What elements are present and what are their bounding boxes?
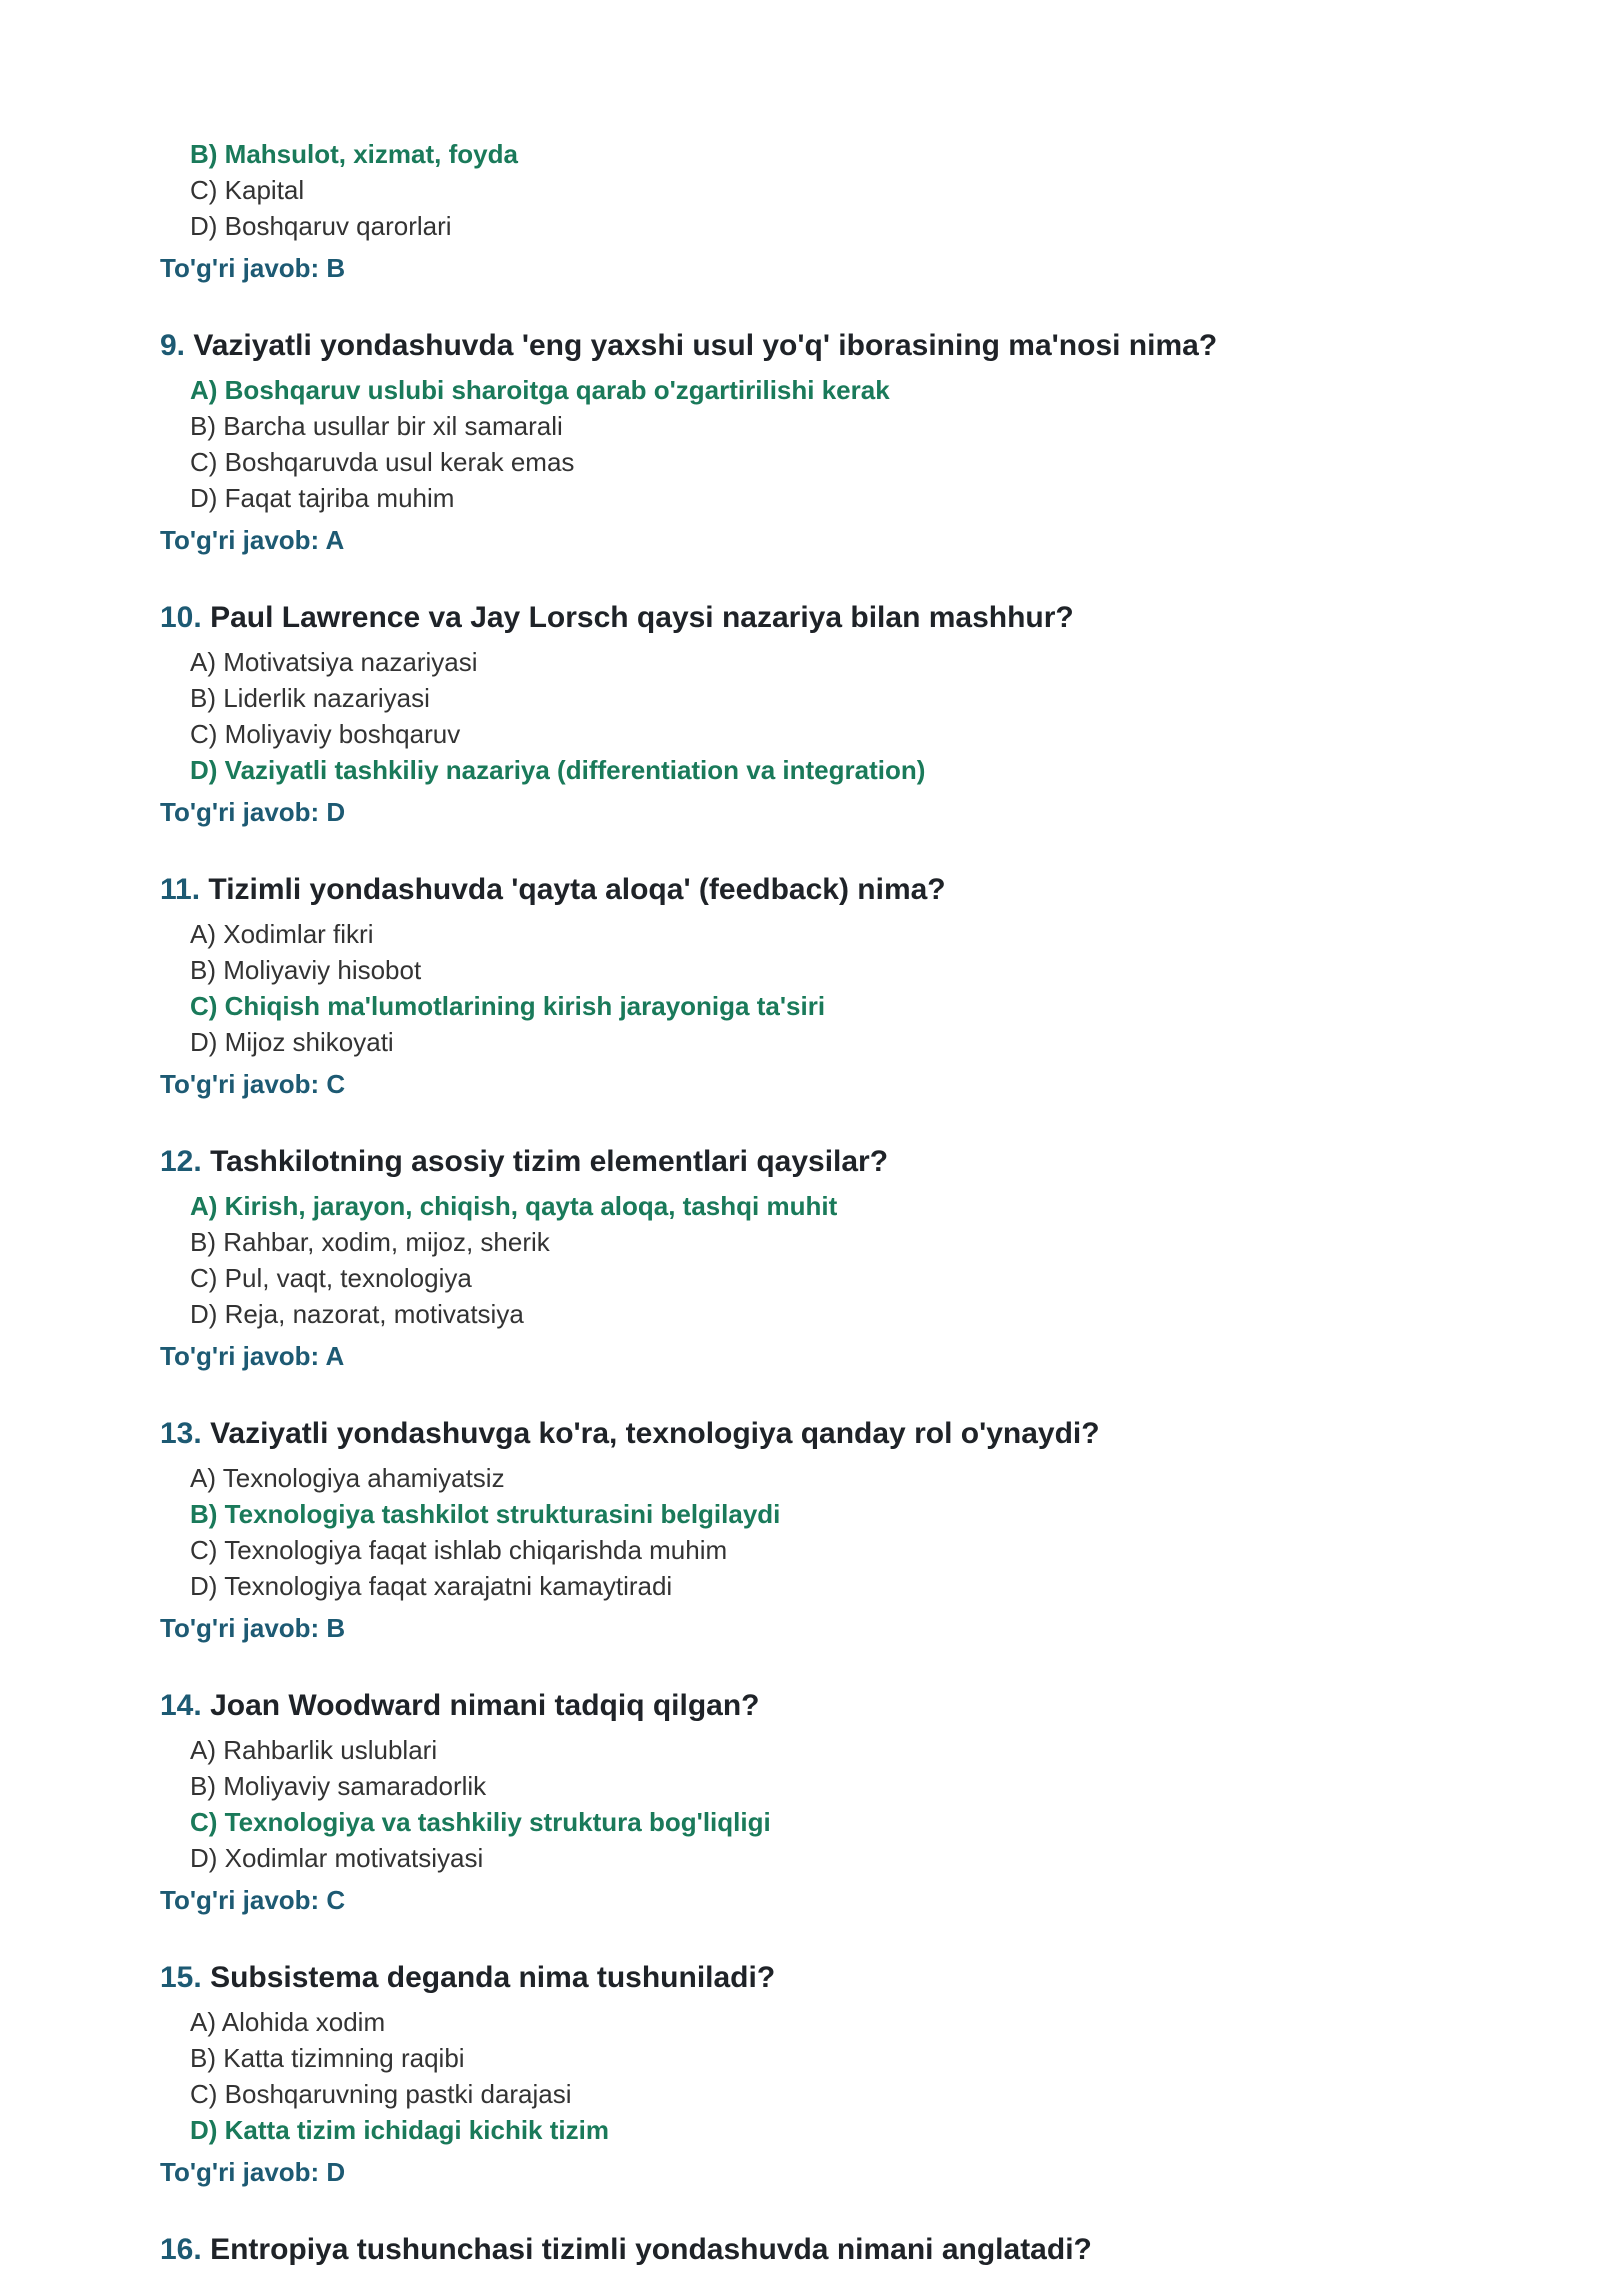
question-block <box>160 1140 1440 1374</box>
question-text: Entropiya tushunchasi tizimli yondashuvda nimani anglatadi? <box>210 2233 1092 2266</box>
correct-answer: To'g'ri javob: B <box>160 1613 346 1643</box>
question-title <box>160 596 1440 640</box>
option: D) Texnologiya faqat xarajatni kamaytiradi <box>190 1571 673 1601</box>
question-number: 9. <box>160 329 186 362</box>
question-number: 14. <box>160 1689 202 1722</box>
correct-answer: To'g'ri javob: A <box>160 1341 345 1371</box>
question-text: Tizimli yondashuvda 'qayta aloqa' (feedback) nima? <box>208 873 946 906</box>
correct-answer: To'g'ri javob: D <box>160 2157 346 2187</box>
option-list <box>160 1460 1440 1604</box>
option-list <box>160 372 1440 516</box>
option: B) Liderlik nazariyasi <box>190 683 430 713</box>
option: B) Mahsulot, xizmat, foyda <box>190 139 518 169</box>
option: B) Moliyaviy hisobot <box>190 955 422 985</box>
question-title <box>160 1412 1440 1456</box>
option: A) Boshqaruv uslubi sharoitga qarab o'zgartirilishi kerak <box>190 375 890 405</box>
option: C) Texnologiya va tashkiliy struktura bog'liqligi <box>190 1807 771 1837</box>
question-block <box>160 1684 1440 1918</box>
option: B) Texnologiya tashkilot strukturasini belgilaydi <box>190 1499 781 1529</box>
option-list <box>160 916 1440 1060</box>
question-title <box>160 868 1440 912</box>
question-text: Vaziyatli yondashuvda 'eng yaxshi usul yo'q' iborasining ma'nosi nima? <box>193 329 1218 362</box>
option-list <box>160 136 1440 244</box>
option-list <box>160 1732 1440 1876</box>
question-text: Tashkilotning asosiy tizim elementlari qaysilar? <box>210 1145 889 1178</box>
option-list <box>160 644 1440 788</box>
option: C) Texnologiya faqat ishlab chiqarishda muhim <box>190 1535 728 1565</box>
correct-answer: To'g'ri javob: D <box>160 797 346 827</box>
question-title <box>160 1956 1440 2000</box>
option: B) Moliyaviy samaradorlik <box>190 1771 487 1801</box>
question-title <box>160 1140 1440 1184</box>
question-block <box>160 1412 1440 1646</box>
option-list <box>160 2004 1440 2148</box>
question-text: Paul Lawrence va Jay Lorsch qaysi nazariya bilan mashhur? <box>210 601 1074 634</box>
correct-answer: To'g'ri javob: A <box>160 525 345 555</box>
option: D) Reja, nazorat, motivatsiya <box>190 1299 524 1329</box>
question-number: 15. <box>160 1961 202 1994</box>
question-title <box>160 2228 1440 2272</box>
option: B) Katta tizimning raqibi <box>190 2043 465 2073</box>
correct-answer: To'g'ri javob: B <box>160 253 346 283</box>
option: D) Faqat tajriba muhim <box>190 483 455 513</box>
question-text: Joan Woodward nimani tadqiq qilgan? <box>210 1689 760 1722</box>
option: B) Rahbar, xodim, mijoz, sherik <box>190 1227 550 1257</box>
option: C) Chiqish ma'lumotlarining kirish jarayoniga ta'siri <box>190 991 826 1021</box>
option: D) Vaziyatli tashkiliy nazariya (differentiation va integration) <box>190 755 926 785</box>
option: C) Kapital <box>190 175 305 205</box>
option: A) Alohida xodim <box>190 2007 386 2037</box>
option-list <box>160 1188 1440 1332</box>
question-title <box>160 1684 1440 1728</box>
option: A) Texnologiya ahamiyatsiz <box>190 1463 505 1493</box>
question-number: 13. <box>160 1417 202 1450</box>
question-text: Subsistema deganda nima tushuniladi? <box>210 1961 776 1994</box>
question-block <box>160 596 1440 830</box>
option: A) Motivatsiya nazariyasi <box>190 647 478 677</box>
option: B) Barcha usullar bir xil samarali <box>190 411 563 441</box>
question-number: 10. <box>160 601 202 634</box>
option: C) Moliyaviy boshqaruv <box>190 719 461 749</box>
question-block <box>160 1956 1440 2190</box>
option: A) Xodimlar fikri <box>190 919 374 949</box>
correct-answer: To'g'ri javob: C <box>160 1069 346 1099</box>
question-number: 16. <box>160 2233 202 2266</box>
option: C) Boshqaruvning pastki darajasi <box>190 2079 572 2109</box>
previous-question-tail <box>160 136 1440 286</box>
question-block <box>160 324 1440 558</box>
option: A) Rahbarlik uslublari <box>190 1735 438 1765</box>
option: C) Pul, vaqt, texnologiya <box>190 1263 472 1293</box>
question-text: Vaziyatli yondashuvga ko'ra, texnologiya qanday rol o'ynaydi? <box>210 1417 1100 1450</box>
question-number: 11. <box>160 873 201 906</box>
question-block <box>160 868 1440 1102</box>
question-title <box>160 324 1440 368</box>
option: D) Mijoz shikoyati <box>190 1027 394 1057</box>
correct-answer: To'g'ri javob: C <box>160 1885 346 1915</box>
option: D) Katta tizim ichidagi kichik tizim <box>190 2115 609 2145</box>
question-number: 12. <box>160 1145 202 1178</box>
option: D) Boshqaruv qarorlari <box>190 211 452 241</box>
option: D) Xodimlar motivatsiyasi <box>190 1843 484 1873</box>
question-block <box>160 2228 1440 2272</box>
option: A) Kirish, jarayon, chiqish, qayta aloqa, tashqi muhit <box>190 1191 838 1221</box>
option: C) Boshqaruvda usul kerak emas <box>190 447 575 477</box>
question-list <box>160 324 1440 2272</box>
